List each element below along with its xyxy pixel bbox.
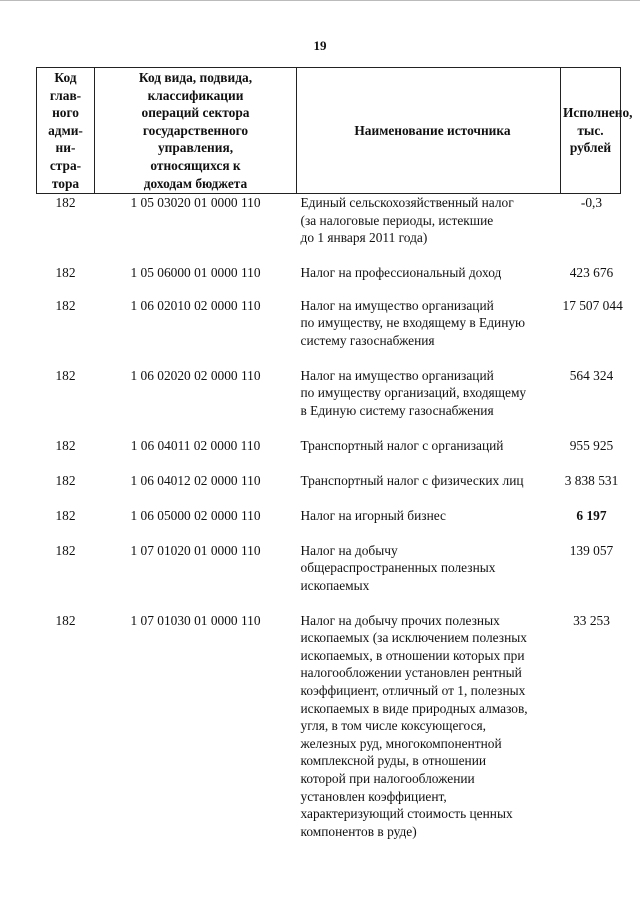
table-row [37, 612, 621, 841]
executed-value-cell: 3 838 531 [564, 472, 619, 488]
source-name-cell: Единый сельскохозяйственный налог (за налоговые периоды, истекшие до 1 января 2011 года) [300, 195, 514, 246]
table-row [37, 507, 621, 542]
admin-code-cell: 182 [55, 195, 76, 211]
table-row [37, 437, 621, 472]
executed-value-cell: 955 925 [569, 437, 614, 453]
executed-value-cell: 33 253 [573, 612, 610, 628]
table-row [37, 367, 621, 437]
kbk-code-cell: 1 06 02020 02 0000 110 [130, 367, 261, 383]
table-row [37, 194, 621, 264]
table-row [37, 264, 621, 297]
kbk-code-cell: 1 06 05000 02 0000 110 [130, 507, 261, 523]
executed-value-cell: -0,3 [580, 195, 603, 211]
table-row [37, 297, 621, 367]
admin-code-cell: 182 [55, 297, 76, 313]
source-name-cell: Налог на имущество организаций по имуществу, не входящему в Единую систему газоснабжения [300, 297, 526, 348]
executed-value-cell: 6 197 [576, 507, 607, 523]
table-header-row [37, 68, 621, 194]
executed-value-cell: 139 057 [569, 542, 614, 558]
header-source-name: Наименование источника [297, 68, 561, 194]
source-name-cell: Налог на игорный бизнес [300, 507, 446, 523]
header-type-code: Код вида, подвида, классификации операций сектора государственного управления, относящихся к доходам бюджета [95, 68, 297, 194]
executed-value-cell: 17 507 044 [562, 297, 623, 313]
table-row [37, 472, 621, 507]
scan-edge [0, 0, 640, 4]
kbk-code-cell: 1 07 01020 01 0000 110 [130, 542, 261, 558]
kbk-code-cell: 1 06 02010 02 0000 110 [130, 297, 261, 313]
revenue-table [36, 67, 633, 840]
admin-code-cell: 182 [55, 507, 76, 523]
executed-value-cell: 564 324 [569, 367, 614, 383]
header-admin-code: Код глав- ного адми- ни- стра- тора [37, 68, 95, 194]
admin-code-cell: 182 [55, 612, 76, 628]
admin-code-cell: 182 [55, 472, 76, 488]
source-name-cell: Транспортный налог с организаций [300, 437, 504, 453]
kbk-code-cell: 1 07 01030 01 0000 110 [130, 612, 261, 628]
admin-code-cell: 182 [55, 367, 76, 383]
kbk-code-cell: 1 05 03020 01 0000 110 [130, 195, 261, 211]
kbk-code-cell: 1 06 04011 02 0000 110 [130, 437, 261, 453]
table-row [37, 542, 621, 612]
header-executed: Исполнено, тыс. рублей [561, 68, 621, 194]
kbk-code-cell: 1 05 06000 01 0000 110 [130, 264, 261, 280]
page-number: 19 [313, 38, 327, 53]
source-name-cell: Налог на профессиональный доход [300, 264, 502, 280]
source-name-cell: Транспортный налог с физических лиц [300, 472, 524, 488]
source-name-cell: Налог на добычу прочих полезных ископаемых (за исключением полезных ископаемых, в отношении которых при налогообложении установлен рентный коэффициент, отличный от 1, полезных ископаемых в виде природных алмазов, угля, в том числе коксующегося, железных руд, многокомпонентной комплексной руды, в отношении которой при налогообложении установлен коэффициент, характеризующий стоимость ценных компонентов в руде) [300, 612, 528, 839]
source-name-cell: Налог на имущество организаций по имуществу организаций, входящему в Единую систему газоснабжения [300, 367, 527, 418]
executed-value-cell: 423 676 [569, 264, 614, 280]
source-name-cell: Налог на добычу общераспространенных полезных ископаемых [300, 542, 496, 593]
admin-code-cell: 182 [55, 542, 76, 558]
admin-code-cell: 182 [55, 264, 76, 280]
admin-code-cell: 182 [55, 437, 76, 453]
kbk-code-cell: 1 06 04012 02 0000 110 [130, 472, 261, 488]
